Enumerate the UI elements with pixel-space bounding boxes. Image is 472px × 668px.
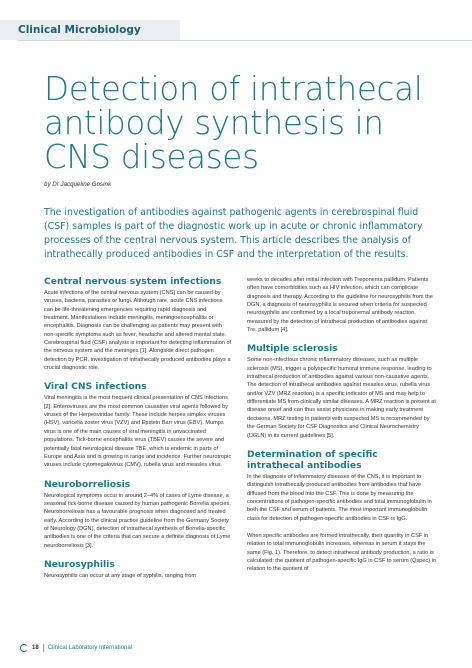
right-column xyxy=(247,276,437,583)
paragraph: Neurological symptoms occur in around 2–4% of cases of Lyme disease, a seasonal tick-borne disease caused by human pathogenic Borrelia species. Neuroborreliosis has a favourable prognosis when diagnosed and treated early. According to the clinical practice guideline from the Germany Society of Neurology (DGN), detection of intrathecal synthesis of Borrelia-specific antibodies is one of the criteria that can secure a definite diagnosis of Lyme neuroborreliosis [3]. xyxy=(44,492,231,549)
paragraph: Some non-infectious chronic inflammatory diseases, such as multiple sclerosis (MS), trigger a polyspecific humoral immune response, leading to intrathecal production of antibodies against various non-causative agents. The detection of intrathecal antibodies against measles virus, rubella virus and/or VZV (MRZ reaction) is a specific indicator of MS and may help to differentiate MS from clinically similar diseases. A MRZ reaction is present at disease onset and can thus assist physicians in making early treatment decisions. MRZ testing in patients with suspected MS is recommended by the German Society for CSF Diagnostics and Clinical Neurochemistry (DGLN) in its current guidelines [5]. xyxy=(247,357,436,439)
article-title: Detection of intrathecal antibody synthesis in CNS diseases xyxy=(44,70,423,176)
paragraph: weeks to decades after initial infection with Treponema pallidum. Patients often have comorbidities such as HIV infection, which can complicate diagnosis and therapy. According to the guideline for neurosyphilis from the DGN, a diagnosis of neurosyphilis is secured when criteria for suspected neurosyphilis are confirmed by a local treponemal antibody reaction, measured by the detection of intrathecal production of antibodies against Tre. pallidum [4]. xyxy=(247,277,433,334)
publication-logo-icon xyxy=(20,644,28,652)
heading-determination: Determination of specific intrathecal antibodies xyxy=(247,448,378,471)
left-column xyxy=(44,276,232,589)
publication-name: Clinical Laboratory International xyxy=(47,645,133,651)
footer-divider xyxy=(43,644,44,652)
lead-paragraph: The investigation of antibodies against pathogenic agents in cerebrospinal fluid (CSF) samples is part of the diagnostic work up in acute or chronic inflammatory processes of the central nervous system. This article describes the analysis of intrathecally produced antibodies in CSF and the interpretation of the results. xyxy=(44,207,423,260)
paragraph: When specific antibodies are formed intrathecally, their quantity in CSF in relation to total immunoglobulin increases, whereas in serum it stays the same (Fig. 1). Therefore, to detect intrathecal antibody production, a ratio is calculated: the quotient of pathogen-specific IgG in CSF to serum (Qspec) in relation to the quotient of xyxy=(247,532,437,573)
paragraph: Neurosyphilis can occur at any stage of syphilis, ranging from xyxy=(44,572,197,579)
byline: by Dr Jacqueline Gosink xyxy=(44,181,112,188)
paragraph: Acute infections of the central nervous system (CNS) can be caused by viruses, bacteria, parasites or fungi. Although rare, acute CNS infections can be life-threatening emergencies requiring rapid diagnosis and treatment. Manifestations include meningitis, meningoencephalitis or encephalitis. Diagnosis can be challenging as patients may present with non-specific symptoms such as fever, headache and altered mental state. Cerebrospinal fluid (CSF) analysis is important for detecting inflammation of the nervous system and the meninges [1]. Alongside direct pathogen detection by PCR, investigation of intrathecally produced antibodies plays a crucial diagnostic role. xyxy=(44,290,232,372)
paragraph: In the diagnosis of inflammatory diseases of the CNS, it is important to distinguish intrathecally produced antibodies from antibodies that have diffused from the blood into the CSF. This is done by measuring the concentrations of pathogen-specific antibodies and total immunoglobulin in both the CSF and serum of patients. The most important immunoglobulin class for detection of pathogen-specific antibodies in CSF is IgG. xyxy=(247,473,432,522)
section-label: Clinical Microbiology xyxy=(0,20,180,40)
heading-viral-infections: Viral CNS infections xyxy=(44,381,147,393)
paragraph: Viral meningitis is the most frequent clinical presentation of CNS infections [2]. Enteroviruses are the most common causative viral agents followed by viruses of the Herpesviridae family. These include herpes simplex viruses (HSV), varicella zoster virus (VZV) and Epstein Barr virus (EBV). Mumps virus is one of the main causes of viral meningitis in unvaccinated populations. Tick-borne encephalitis virus (TBEV) causes the severe and potentially fatal neurological disease TBE, which is endemic in parts of Europe and Asia and is growing in range and incidence. Further neurotropic viruses include cytomegalovirus (CMV), rubella virus and measles virus. xyxy=(44,395,232,469)
heading-neuroborreliosis: Neuroborreliosis xyxy=(44,478,131,490)
heading-cns-infections: Central nervous system infections xyxy=(44,276,222,287)
heading-multiple-sclerosis: Multiple sclerosis xyxy=(247,343,338,355)
page-number: 18 xyxy=(32,645,39,651)
header-rule xyxy=(18,40,472,41)
page-footer xyxy=(20,644,132,652)
heading-neurosyphilis: Neurosyphilis xyxy=(44,558,115,570)
